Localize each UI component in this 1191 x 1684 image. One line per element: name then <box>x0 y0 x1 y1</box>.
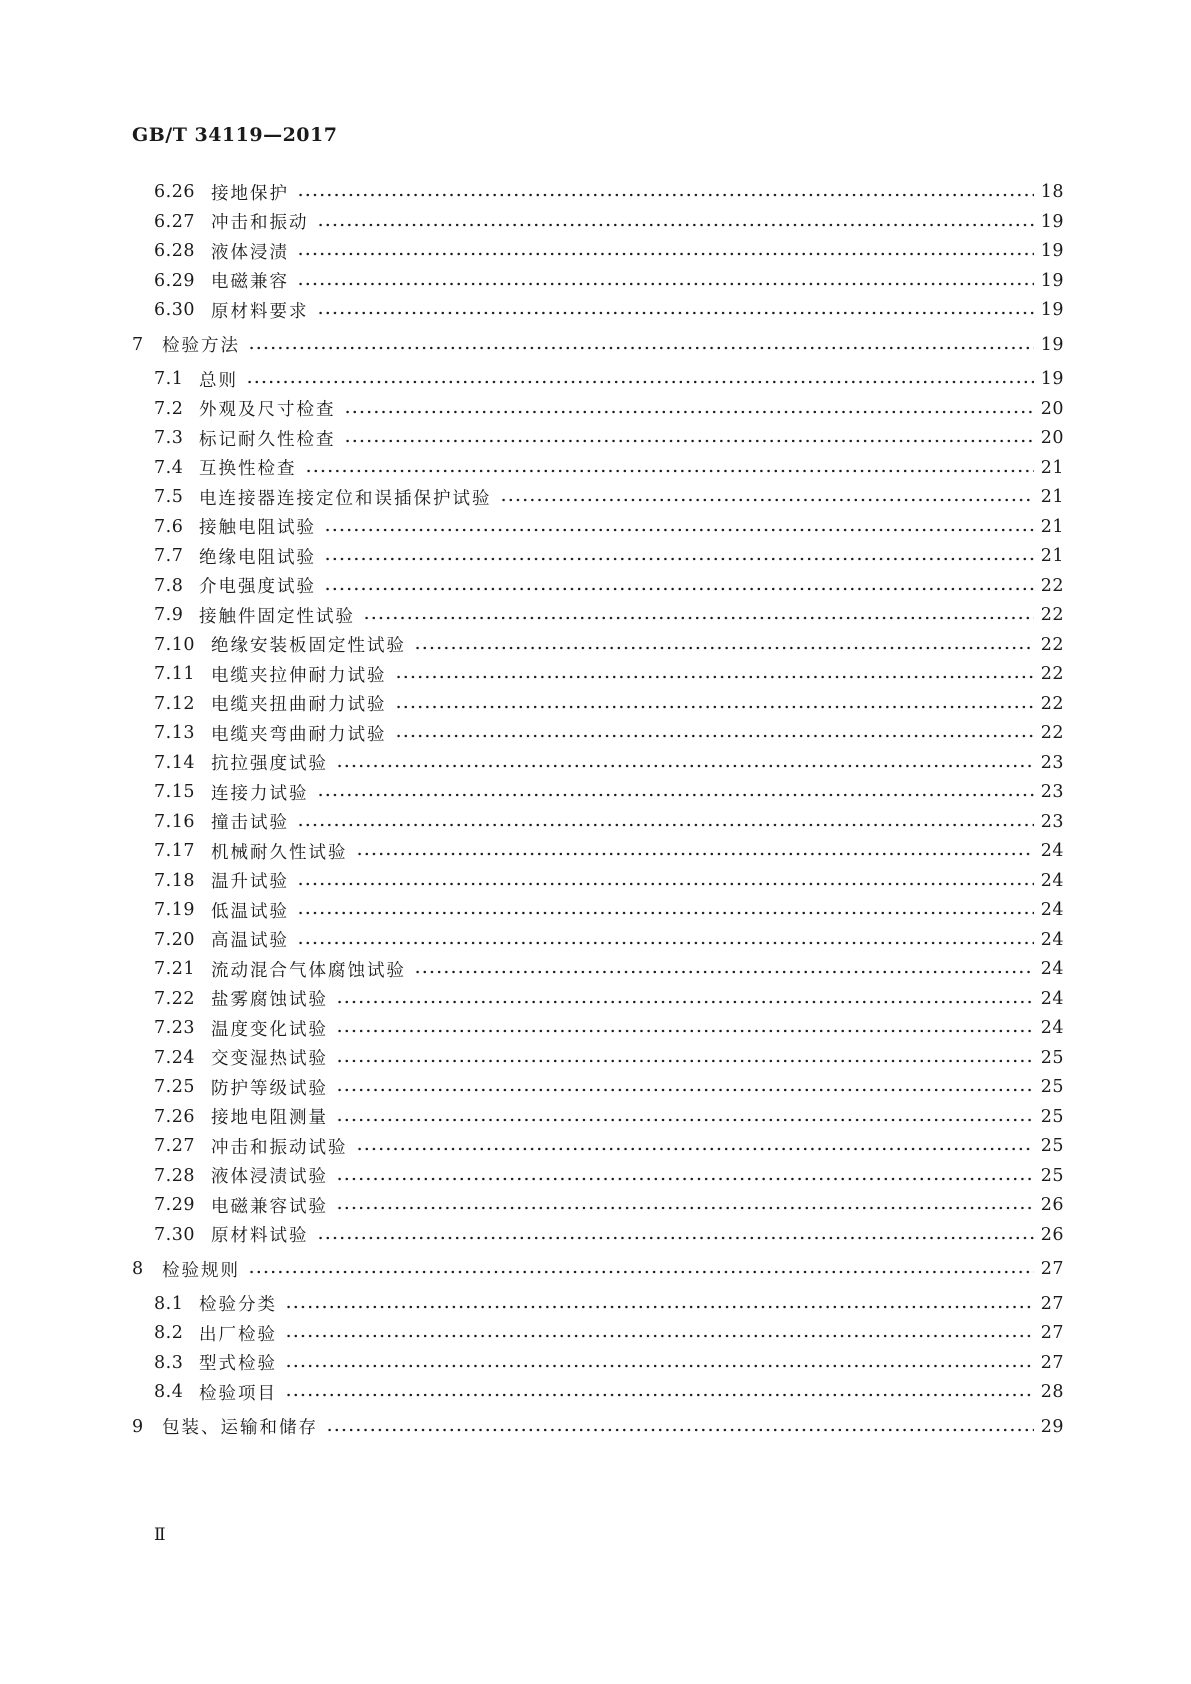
toc-entry-title: 电缆夹拉伸耐力试验 <box>211 665 387 686</box>
toc-entry[interactable] <box>154 456 1064 480</box>
toc-entry-number: 7.17 <box>154 841 195 861</box>
toc-entry-number: 7.1 <box>154 369 184 389</box>
dot-leader <box>305 469 1035 473</box>
toc-entry[interactable] <box>154 810 1064 834</box>
toc-entry-title: 原材料试验 <box>211 1226 309 1246</box>
toc-entry-number: 7.11 <box>154 664 195 684</box>
toc-entry-title: 液体浸渍试验 <box>211 1167 328 1187</box>
toc-entry-title: 电连接器连接定位和误插保护试验 <box>199 488 492 509</box>
toc-entry-number: 7.10 <box>154 634 195 655</box>
toc-entry[interactable] <box>154 239 1064 263</box>
toc-entry-title: 绝缘安装板固定性试验 <box>211 636 406 656</box>
toc-entry-number: 7.27 <box>154 1136 195 1156</box>
toc-entry-title: 接触件固定性试验 <box>199 606 355 627</box>
dot-leader <box>336 1206 1034 1210</box>
toc-entry[interactable] <box>132 1415 1064 1439</box>
toc-entry-page: 19 <box>1040 211 1064 232</box>
toc-entry-number: 7.8 <box>154 575 184 596</box>
dot-leader <box>285 1364 1034 1368</box>
dot-leader <box>336 1177 1034 1181</box>
toc-entry-page: 22 <box>1040 634 1064 655</box>
dot-leader <box>336 764 1034 768</box>
toc-entry[interactable] <box>154 780 1064 804</box>
toc-entry-page: 19 <box>1040 300 1064 320</box>
toc-entry-page: 26 <box>1040 1195 1064 1215</box>
dot-leader <box>317 223 1035 227</box>
toc-entry-number: 7.28 <box>154 1165 195 1186</box>
toc-entry[interactable] <box>154 210 1064 234</box>
dot-leader <box>344 439 1035 443</box>
toc-entry-title: 介电强度试验 <box>199 577 316 597</box>
toc-entry-page: 27 <box>1040 1323 1064 1343</box>
dot-leader <box>297 193 1034 197</box>
toc-entry[interactable] <box>154 1380 1064 1404</box>
dot-leader <box>336 1029 1034 1033</box>
toc-entry[interactable] <box>154 1193 1064 1217</box>
toc-entry-title: 绝缘电阻试验 <box>199 547 316 568</box>
dot-leader <box>246 380 1034 384</box>
toc-entry-number: 7.2 <box>154 398 184 419</box>
toc-entry-page: 24 <box>1040 1018 1064 1038</box>
toc-entry[interactable] <box>154 544 1064 568</box>
toc-entry[interactable] <box>154 1164 1064 1188</box>
toc-entry-page: 25 <box>1040 1047 1064 1068</box>
toc-entry-page: 23 <box>1040 811 1064 832</box>
toc-entry-number: 7.13 <box>154 723 195 743</box>
toc-entry-page: 23 <box>1040 752 1064 773</box>
toc-entry-title: 总则 <box>199 370 238 391</box>
toc-entry-page: 21 <box>1040 487 1064 507</box>
dot-leader <box>317 311 1035 315</box>
toc-entry-title: 液体浸渍 <box>211 242 289 263</box>
toc-entry[interactable] <box>154 574 1064 598</box>
toc-entry-page: 25 <box>1040 1136 1064 1156</box>
toc-entry-title: 检验项目 <box>199 1383 277 1404</box>
toc-entry-title: 标记耐久性检查 <box>199 429 336 450</box>
toc-entry-number: 6.28 <box>154 241 195 261</box>
toc-entry-title: 检验方法 <box>162 336 240 356</box>
toc-entry-number: 7.4 <box>154 457 184 478</box>
toc-entry-number: 7.19 <box>154 900 195 920</box>
dot-leader <box>297 823 1034 827</box>
toc-entry-number: 6.30 <box>154 300 195 320</box>
toc-entry-number: 6.29 <box>154 270 195 291</box>
toc-entry-page: 27 <box>1040 1293 1064 1314</box>
toc-entry[interactable] <box>132 333 1064 357</box>
toc-entry-page: 28 <box>1040 1382 1064 1402</box>
toc-entry[interactable] <box>154 1321 1064 1345</box>
dot-leader <box>336 1059 1034 1063</box>
toc-entry-number: 7.24 <box>154 1047 195 1068</box>
toc-entry[interactable] <box>132 1257 1064 1281</box>
toc-entry-page: 25 <box>1040 1077 1064 1097</box>
toc-entry-title: 冲击和振动 <box>211 213 309 233</box>
toc-entry-number: 7.16 <box>154 811 195 832</box>
toc-entry-number: 8.4 <box>154 1382 184 1402</box>
toc-entry[interactable] <box>154 298 1064 322</box>
dot-leader <box>344 410 1035 414</box>
toc-entry-number: 7.26 <box>154 1106 195 1127</box>
toc-entry-page: 22 <box>1040 575 1064 596</box>
dot-leader <box>297 882 1034 886</box>
toc-entry-page: 27 <box>1040 1352 1064 1373</box>
toc-entry-number: 8.3 <box>154 1352 184 1373</box>
toc-entry-title: 电缆夹弯曲耐力试验 <box>211 724 387 745</box>
toc-entry-title: 互换性检查 <box>199 459 297 479</box>
toc-entry-title: 型式检验 <box>199 1354 277 1374</box>
dot-leader <box>414 970 1034 974</box>
toc-entry[interactable] <box>154 1134 1064 1158</box>
toc-entry-number: 7.23 <box>154 1018 195 1038</box>
dot-leader <box>500 498 1035 502</box>
toc-entry-number: 7.14 <box>154 752 195 773</box>
toc-entry[interactable] <box>154 603 1064 627</box>
toc-entry-title: 交变湿热试验 <box>211 1049 328 1069</box>
toc-entry[interactable] <box>154 180 1064 204</box>
toc-entry-number: 7.22 <box>154 988 195 1009</box>
toc-entry-title: 温升试验 <box>211 872 289 892</box>
toc-entry-title: 包装、运输和储存 <box>162 1418 318 1438</box>
toc-entry-title: 流动混合气体腐蚀试验 <box>211 960 406 981</box>
toc-entry-number: 7.5 <box>154 487 184 507</box>
toc-entry-title: 电缆夹扭曲耐力试验 <box>211 695 387 715</box>
toc-entry-page: 24 <box>1040 870 1064 891</box>
toc-entry-page: 25 <box>1040 1165 1064 1186</box>
toc-entry[interactable] <box>154 1046 1064 1070</box>
dot-leader <box>297 252 1034 256</box>
toc-entry-page: 25 <box>1040 1106 1064 1127</box>
dot-leader <box>356 1147 1035 1151</box>
toc-entry-title: 温度变化试验 <box>211 1019 328 1040</box>
toc-entry[interactable] <box>154 839 1064 863</box>
toc-entry-page: 20 <box>1040 398 1064 419</box>
dot-leader <box>336 1000 1034 1004</box>
toc-entry[interactable] <box>154 1292 1064 1316</box>
toc-entry-title: 防护等级试验 <box>211 1078 328 1099</box>
dot-leader <box>324 557 1034 561</box>
toc-entry-number: 6.26 <box>154 182 195 202</box>
dot-leader <box>395 705 1035 709</box>
toc-entry-page: 22 <box>1040 693 1064 714</box>
dot-leader <box>336 1118 1034 1122</box>
toc-entry-number: 7.30 <box>154 1224 195 1245</box>
toc-entry-page: 21 <box>1040 546 1064 566</box>
toc-entry-page: 23 <box>1040 782 1064 802</box>
toc-entry[interactable] <box>154 898 1064 922</box>
toc-entry[interactable] <box>154 662 1064 686</box>
toc-entry[interactable] <box>154 987 1064 1011</box>
toc-entry-title: 撞击试验 <box>211 813 289 833</box>
toc-entry-number: 7.15 <box>154 782 195 802</box>
toc-entry-title: 外观及尺寸检查 <box>199 400 336 420</box>
toc-entry-number: 7.29 <box>154 1195 195 1215</box>
toc-entry-number: 8.2 <box>154 1323 184 1343</box>
dot-leader <box>297 941 1034 945</box>
dot-leader <box>297 911 1034 915</box>
toc-entry-number: 6.27 <box>154 211 195 232</box>
toc-entry-number: 7.12 <box>154 693 195 714</box>
toc-entry-number: 8.1 <box>154 1293 184 1314</box>
dot-leader <box>414 646 1034 650</box>
toc-entry-page: 20 <box>1040 428 1064 448</box>
toc-entry-number: 9 <box>132 1416 144 1437</box>
toc-entry-page: 21 <box>1040 457 1064 478</box>
dot-leader <box>248 346 1034 350</box>
toc-entry-number: 8 <box>132 1259 144 1279</box>
toc-entry-title: 抗拉强度试验 <box>211 754 328 774</box>
toc-entry-title: 高温试验 <box>211 931 289 951</box>
toc-entry[interactable] <box>154 1351 1064 1375</box>
toc-entry[interactable] <box>154 751 1064 775</box>
toc-entry-number: 7.21 <box>154 959 195 979</box>
toc-entry-page: 22 <box>1040 723 1064 743</box>
toc-entry-title: 出厂检验 <box>199 1324 277 1345</box>
dot-leader <box>317 1236 1035 1240</box>
dot-leader <box>285 1393 1034 1397</box>
toc-entry[interactable] <box>154 869 1064 893</box>
dot-leader <box>395 675 1035 679</box>
dot-leader <box>324 528 1034 532</box>
toc-entry-title: 检验分类 <box>199 1295 277 1315</box>
toc-entry[interactable] <box>154 269 1064 293</box>
toc-entry-title: 接触电阻试验 <box>199 518 316 538</box>
dot-leader <box>356 852 1035 856</box>
document-code: GB/T 34119—2017 <box>132 124 338 146</box>
toc-entry-number: 7.6 <box>154 516 184 537</box>
toc-entry-title: 连接力试验 <box>211 783 309 804</box>
toc-entry-number: 7.18 <box>154 870 195 891</box>
dot-leader <box>326 1428 1034 1432</box>
toc-entry[interactable] <box>154 928 1064 952</box>
toc-entry[interactable] <box>154 692 1064 716</box>
toc-entry-title: 冲击和振动试验 <box>211 1137 348 1158</box>
toc-entry[interactable] <box>154 1105 1064 1129</box>
toc-entry-page: 19 <box>1040 369 1064 389</box>
toc-entry-title: 低温试验 <box>211 901 289 922</box>
toc-entry-page: 24 <box>1040 959 1064 979</box>
toc-entry-number: 7.3 <box>154 428 184 448</box>
toc-entry-title: 接地电阻测量 <box>211 1108 328 1128</box>
toc-entry-page: 24 <box>1040 900 1064 920</box>
dot-leader <box>317 793 1035 797</box>
toc-entry-title: 接地保护 <box>211 183 289 204</box>
toc-entry-page: 18 <box>1040 182 1064 202</box>
toc-entry-page: 19 <box>1040 270 1064 291</box>
toc-entry-page: 19 <box>1040 241 1064 261</box>
toc-entry-page: 24 <box>1040 988 1064 1009</box>
toc-entry-page: 24 <box>1040 929 1064 950</box>
toc-entry-page: 22 <box>1040 605 1064 625</box>
toc-entry-page: 24 <box>1040 841 1064 861</box>
dot-leader <box>395 734 1035 738</box>
dot-leader <box>363 616 1034 620</box>
toc-entry-title: 检验规则 <box>162 1260 240 1281</box>
toc-entry[interactable] <box>154 1223 1064 1247</box>
toc-entry-number: 7.20 <box>154 929 195 950</box>
toc-entry-number: 7.7 <box>154 546 184 566</box>
toc-entry-page: 21 <box>1040 516 1064 537</box>
toc-entry-title: 盐雾腐蚀试验 <box>211 990 328 1010</box>
toc-entry[interactable] <box>154 721 1064 745</box>
toc-entry[interactable] <box>154 633 1064 657</box>
toc-entry-page: 19 <box>1040 334 1064 355</box>
toc-entry[interactable] <box>154 485 1064 509</box>
page-number: Ⅱ <box>154 1525 167 1545</box>
toc-entry-number: 7.25 <box>154 1077 195 1097</box>
toc-entry[interactable] <box>154 397 1064 421</box>
toc-entry-page: 22 <box>1040 664 1064 684</box>
toc-entry-number: 7.9 <box>154 605 184 625</box>
toc-entry[interactable] <box>154 1016 1064 1040</box>
dot-leader <box>297 282 1034 286</box>
toc-entry[interactable] <box>154 957 1064 981</box>
dot-leader <box>324 587 1034 591</box>
dot-leader <box>285 1334 1034 1338</box>
dot-leader <box>285 1305 1034 1309</box>
dot-leader <box>248 1270 1034 1274</box>
toc-entry[interactable] <box>154 1075 1064 1099</box>
dot-leader <box>336 1088 1034 1092</box>
toc-entry-page: 26 <box>1040 1224 1064 1245</box>
toc-entry-number: 7 <box>132 334 144 355</box>
toc-entry-title: 原材料要求 <box>211 301 309 322</box>
toc-entry-page: 27 <box>1040 1259 1064 1279</box>
toc-entry[interactable] <box>154 367 1064 391</box>
toc-entry-title: 电磁兼容 <box>211 272 289 292</box>
toc-entry-title: 电磁兼容试验 <box>211 1196 328 1217</box>
toc-entry-title: 机械耐久性试验 <box>211 842 348 863</box>
toc-entry-page: 29 <box>1040 1416 1064 1437</box>
toc-entry[interactable] <box>154 515 1064 539</box>
toc-entry[interactable] <box>154 426 1064 450</box>
